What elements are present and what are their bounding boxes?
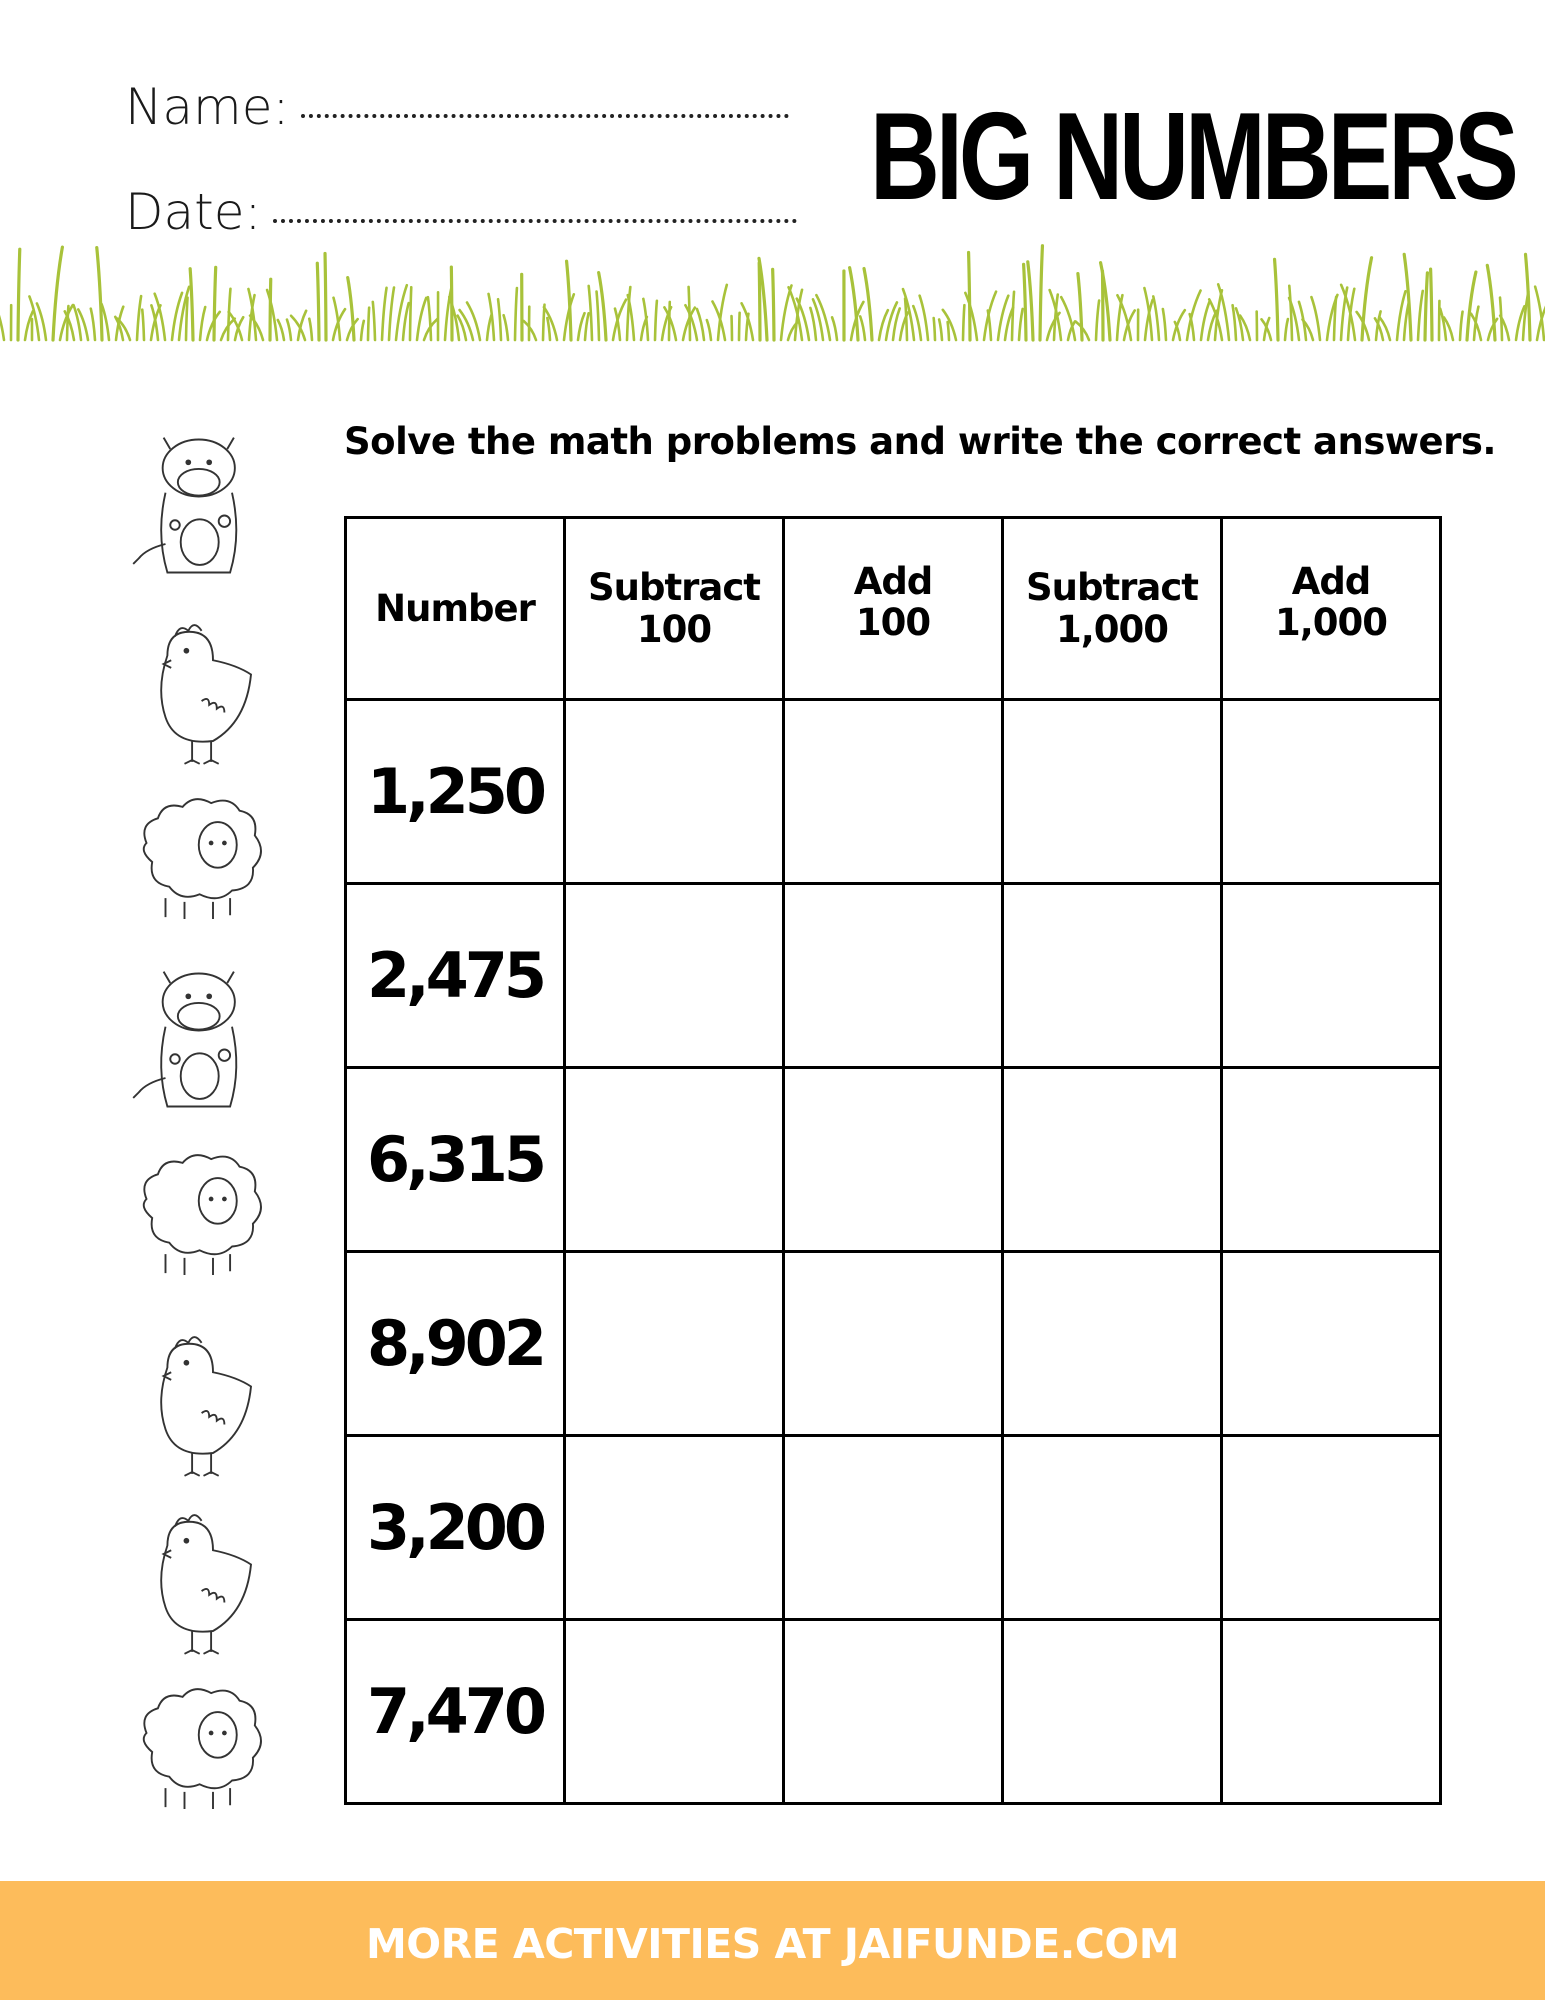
grass-blade: [810, 308, 816, 340]
grass-blade: [361, 321, 364, 340]
grass-blade: [186, 298, 188, 340]
chicken-body: [161, 1344, 251, 1454]
number-cell: 1,250: [346, 700, 565, 884]
sheep-eye: [222, 1197, 227, 1202]
sheep-wool: [144, 799, 261, 898]
answer-cell-add-100[interactable]: [784, 1252, 1003, 1436]
answer-cell-subtract-100[interactable]: [565, 1436, 784, 1620]
grass-blade: [893, 308, 900, 340]
grass-blade: [18, 249, 20, 340]
grass-blade: [1024, 264, 1026, 340]
cow-spot: [170, 520, 180, 530]
answer-cell-subtract-1000[interactable]: [1003, 884, 1222, 1068]
number-cell: 2,475: [346, 884, 565, 1068]
grass-blade: [1431, 269, 1432, 340]
grass-blade: [988, 311, 991, 340]
grass-blade: [504, 315, 508, 340]
grass-blade: [1440, 309, 1446, 340]
answer-cell-add-100[interactable]: [784, 1436, 1003, 1620]
cow-icon: [133, 972, 236, 1107]
footer-banner: [0, 1881, 1545, 2000]
cow-eye: [185, 993, 191, 999]
chicken-comb: [175, 1515, 202, 1526]
sheep-eye: [209, 1731, 214, 1736]
grass-blade: [1153, 296, 1159, 340]
answer-cell-add-1000[interactable]: [1222, 884, 1441, 1068]
grass-blade: [948, 322, 949, 340]
grass-blade: [270, 279, 271, 340]
date-blank-line[interactable]: [273, 219, 797, 223]
header-subtract-1000: [1003, 518, 1222, 700]
grass-blade: [53, 247, 62, 340]
header-add-100: [784, 518, 1003, 700]
grass-blade: [382, 288, 387, 340]
chicken-eye: [184, 1360, 190, 1366]
grass-blade: [860, 316, 865, 340]
sheep-wool: [144, 1155, 261, 1254]
grass-blade: [417, 298, 426, 340]
grass-blade: [317, 263, 319, 340]
cow-spot: [170, 1054, 180, 1064]
chicken-legs: [185, 1631, 219, 1654]
table-row: [346, 1436, 1441, 1620]
answer-cell-add-100[interactable]: [784, 1068, 1003, 1252]
grass-blade: [939, 319, 942, 340]
grass-blade: [1311, 297, 1320, 340]
grass-blade: [489, 294, 494, 340]
grass-blade: [1163, 309, 1166, 340]
cow-head: [163, 440, 235, 497]
table-row: [346, 700, 1441, 884]
cow-spot: [219, 516, 230, 527]
grass-blade: [1285, 319, 1288, 340]
number-cell: 3,200: [346, 1436, 565, 1620]
grass-blade: [325, 254, 326, 340]
cow-body: [161, 1027, 236, 1107]
sheep-face: [199, 1712, 237, 1758]
grass-blade: [498, 299, 501, 340]
sheep-eye: [222, 1731, 227, 1736]
grass-blade: [597, 292, 599, 340]
grass-blade: [190, 269, 193, 340]
table-row: [346, 1252, 1441, 1436]
answer-cell-subtract-100[interactable]: [565, 884, 784, 1068]
chicken-eye: [184, 648, 190, 654]
grass-blade: [515, 288, 517, 340]
grass-blade: [1362, 258, 1372, 340]
name-field[interactable]: [125, 78, 789, 136]
answer-cell-add-1000[interactable]: [1222, 1620, 1441, 1804]
grass-blade: [934, 318, 935, 340]
chicken-body: [161, 632, 251, 742]
cow-head: [163, 974, 235, 1031]
grass-blade: [963, 305, 964, 340]
grass-blade: [707, 320, 711, 340]
grass-blade: [903, 289, 914, 340]
chicken-comb: [175, 625, 202, 636]
cow-tail: [133, 544, 165, 564]
grass-blade: [1425, 273, 1427, 340]
worksheet-table: [344, 516, 1442, 1805]
header-line: Number: [375, 586, 535, 630]
sheep-wool: [144, 1689, 261, 1788]
table-row: [346, 1620, 1441, 1804]
cow-snout: [178, 469, 220, 496]
header-line: 1,000: [1274, 601, 1388, 645]
answer-cell-add-100[interactable]: [784, 700, 1003, 884]
answer-cell-subtract-100[interactable]: [565, 1252, 784, 1436]
grass-blade: [410, 287, 411, 340]
header-add-1000: [1222, 518, 1441, 700]
answer-cell-subtract-1000[interactable]: [1003, 1068, 1222, 1252]
answer-cell-add-1000[interactable]: [1222, 1436, 1441, 1620]
sheep-icon: [144, 1155, 261, 1275]
grass-blade: [200, 307, 205, 340]
grass-blade: [278, 320, 284, 340]
answer-cell-add-1000[interactable]: [1222, 700, 1441, 884]
answer-cell-subtract-1000[interactable]: [1003, 1252, 1222, 1436]
grass-blade: [739, 313, 740, 340]
instructions-text: Solve the math problems and write the correct answers.: [344, 420, 1496, 463]
grass-blade: [832, 317, 837, 340]
chicken-icon: [161, 625, 251, 764]
name-blank-line[interactable]: [301, 114, 789, 118]
footer-link-text[interactable]: MORE ACTIVITIES AT JAIFUNDE.COM: [365, 1919, 1180, 1968]
chicken-icon: [161, 1337, 251, 1476]
answer-cell-subtract-1000[interactable]: [1003, 1620, 1222, 1804]
sheep-face: [199, 1178, 237, 1224]
grass-blade: [142, 310, 144, 340]
answer-cell-subtract-100[interactable]: [565, 1068, 784, 1252]
header-line: Subtract: [1026, 566, 1198, 610]
sheep-legs: [166, 1254, 231, 1275]
answer-cell-add-100[interactable]: [784, 884, 1003, 1068]
grass-blade: [137, 296, 141, 340]
header-line: 100: [855, 601, 931, 645]
grass-blade: [373, 302, 375, 340]
grass-blade: [655, 301, 657, 340]
cow-eye: [206, 993, 212, 999]
cow-belly: [181, 1053, 219, 1099]
chicken-wing: [202, 1411, 225, 1425]
sheep-legs: [166, 1788, 231, 1809]
table-row: [346, 1068, 1441, 1252]
grass-blade: [467, 302, 480, 340]
cow-eye: [206, 459, 212, 465]
chicken-wing: [202, 1589, 225, 1603]
answer-cell-subtract-100[interactable]: [565, 1620, 784, 1804]
grass-blade: [585, 313, 589, 340]
header-subtract-100: [565, 518, 784, 700]
number-cell: 6,315: [346, 1068, 565, 1252]
grass-blade: [97, 248, 102, 340]
grass-blade: [773, 269, 774, 340]
date-field[interactable]: [125, 183, 797, 241]
cow-icon: [133, 438, 236, 573]
grass-blade: [1460, 312, 1463, 340]
header-line: Add: [1291, 560, 1371, 603]
grass-blade: [1236, 308, 1243, 340]
grass-blade: [91, 309, 95, 340]
sheep-icon: [144, 799, 261, 919]
grass-blade: [864, 269, 872, 340]
chicken-wing: [202, 699, 225, 713]
chicken-body: [161, 1522, 251, 1632]
grass-blade: [487, 315, 491, 340]
grass-blade: [1040, 246, 1042, 340]
header-line: Add: [853, 560, 933, 603]
grass-blade: [697, 309, 704, 340]
answer-cell-add-100[interactable]: [784, 1620, 1003, 1804]
grass-decoration: [0, 240, 1545, 345]
grass-blade: [1012, 292, 1014, 340]
chicken-legs: [185, 741, 219, 764]
grass-blade: [1061, 297, 1075, 340]
answer-cell-subtract-1000[interactable]: [1003, 1436, 1222, 1620]
chicken-legs: [185, 1453, 219, 1476]
grass-blade: [1289, 286, 1292, 340]
table-header-row: [346, 518, 1441, 700]
sheep-icon: [144, 1689, 261, 1809]
chicken-eye: [184, 1538, 190, 1544]
name-label: Name:: [125, 78, 290, 136]
grass-blade: [969, 252, 970, 340]
grass-blade: [1275, 259, 1278, 340]
header-line: 1,000: [1055, 607, 1169, 651]
cow-tail: [133, 1078, 165, 1098]
number-cell: 8,902: [346, 1252, 565, 1436]
grass-blade: [567, 261, 571, 340]
grass-blade: [1028, 262, 1033, 340]
sheep-eye: [209, 841, 214, 846]
answer-cell-subtract-1000[interactable]: [1003, 700, 1222, 884]
answer-cell-add-1000[interactable]: [1222, 1068, 1441, 1252]
header-line: Subtract: [588, 566, 760, 610]
sheep-eye: [222, 841, 227, 846]
grass-blade: [547, 318, 550, 340]
chicken-icon: [161, 1515, 251, 1654]
grass-blade: [214, 267, 216, 340]
grass-blade: [1019, 309, 1023, 340]
grass-blade: [1096, 301, 1099, 340]
page-title: BIG NUMBERS: [870, 88, 1515, 226]
grass-blade: [287, 320, 291, 340]
grass-blade: [428, 297, 431, 340]
number-cell: 7,470: [346, 1620, 565, 1804]
grass-blade: [1418, 291, 1423, 340]
sheep-eye: [209, 1197, 214, 1202]
answer-cell-subtract-100[interactable]: [565, 700, 784, 884]
date-label: Date:: [125, 183, 262, 241]
cow-body: [161, 493, 236, 573]
grass-blade: [1334, 297, 1336, 340]
grass-blade: [1078, 274, 1082, 340]
grass-blade: [67, 306, 68, 340]
header-line: 100: [636, 607, 712, 651]
farm-animals-column: [118, 430, 298, 1850]
grass-blade: [389, 288, 394, 340]
sheep-legs: [166, 898, 231, 919]
grass-blade: [578, 313, 585, 340]
table-row: [346, 884, 1441, 1068]
grass-blade: [309, 319, 312, 340]
grass-blade: [0, 301, 4, 340]
grass-blade: [403, 303, 409, 340]
grass-blade: [368, 308, 369, 340]
answer-cell-add-1000[interactable]: [1222, 1252, 1441, 1436]
cow-snout: [178, 1003, 220, 1030]
grass-blade: [643, 299, 648, 340]
cow-eye: [185, 459, 191, 465]
chicken-comb: [175, 1337, 202, 1348]
cow-belly: [181, 519, 219, 565]
sheep-face: [199, 822, 237, 868]
cow-spot: [219, 1050, 230, 1061]
header-number: [346, 518, 565, 700]
